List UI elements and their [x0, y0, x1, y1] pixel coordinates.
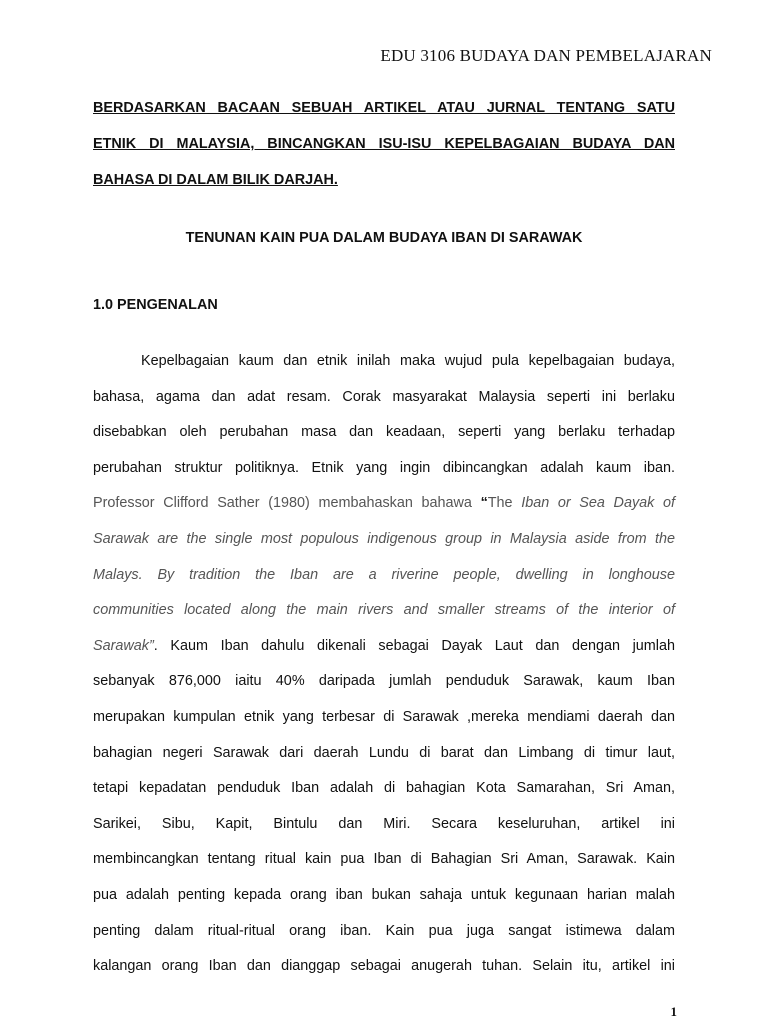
body-line: perubahan struktur politiknya. Etnik yang ingin dibincangkan adalah kaum iban. — [93, 459, 675, 476]
body-line: bahasa, agama dan adat resam. Corak masyarakat Malaysia seperti ini berlaku — [93, 388, 675, 405]
quote-line: Sarawak are the single most populous indigenous group in Malaysia aside from the — [93, 530, 675, 547]
page-number: 1 — [670, 1004, 677, 1019]
running-header: EDU 3106 BUDAYA DAN PEMBELAJARAN — [380, 46, 712, 65]
body-line: disebabkan oleh perubahan masa dan keadaan, seperti yang berlaku terhadap — [93, 424, 675, 441]
body-line: merupakan kumpulan etnik yang terbesar di Sarawak ,mereka mendiami daerah dan — [93, 708, 675, 725]
body-line: bahagian negeri Sarawak dari daerah Lundu di barat dan Limbang di timur laut, — [93, 744, 675, 761]
body-line: Kepelbagaian kaum dan etnik inilah maka wujud pula kepelbagaian budaya, — [141, 353, 675, 369]
body-line: penting dalam ritual-ritual orang iban. Kain pua juga sangat istimewa dalam — [93, 922, 675, 939]
body-line: Sarikei, Sibu, Kapit, Bintulu dan Miri. Secara keseluruhan, artikel ini — [93, 815, 675, 832]
body-line: membincangkan tentang ritual kain pua Iban di Bahagian Sri Aman, Sarawak. Kain — [93, 851, 675, 868]
quote-text-italic: Sarawak” — [93, 637, 154, 654]
quote-text-italic: Iban or Sea Dayak of — [521, 495, 675, 512]
quote-line: communities located along the main rivers and smaller streams of the interior of — [93, 602, 675, 619]
citation-text: Professor Clifford Sather (1980) membahaskan bahawa — [93, 495, 481, 512]
body-line: pua adalah penting kepada orang iban bukan sahaja untuk kegunaan harian malah — [93, 886, 675, 903]
section-heading: 1.0 PENGENALAN — [93, 297, 218, 313]
open-quote: “ — [480, 495, 488, 512]
question-line-1: BERDASARKAN BACAAN SEBUAH ARTIKEL ATAU JURNAL TENTANG SATU — [93, 100, 675, 116]
quote-line: Malays. By tradition the Iban are a riverine people, dwelling in longhouse — [93, 566, 675, 583]
quote-text: The — [487, 495, 522, 512]
question-line-3: BAHASA DI DALAM BILIK DARJAH. — [93, 172, 338, 188]
question-line-2: ETNIK DI MALAYSIA, BINCANGKAN ISU-ISU KEPELBAGAIAN BUDAYA DAN — [93, 136, 675, 152]
assignment-question — [93, 90, 675, 198]
body-line: sebanyak 876,000 iaitu 40% daripada jumlah penduduk Sarawak, kaum Iban — [93, 673, 675, 690]
body-line — [93, 629, 675, 665]
body-paragraph — [93, 344, 675, 985]
body-text-segment: . Kaum Iban dahulu dikenali sebagai Dayak Laut dan dengan jumlah — [153, 637, 675, 654]
body-line — [93, 486, 675, 522]
body-line: tetapi kepadatan penduduk Iban adalah di bahagian Kota Samarahan, Sri Aman, — [93, 780, 675, 797]
essay-title: TENUNAN KAIN PUA DALAM BUDAYA IBAN DI SARAWAK — [185, 230, 583, 246]
body-line: kalangan orang Iban dan dianggap sebagai anugerah tuhan. Selain itu, artikel ini — [93, 958, 675, 975]
